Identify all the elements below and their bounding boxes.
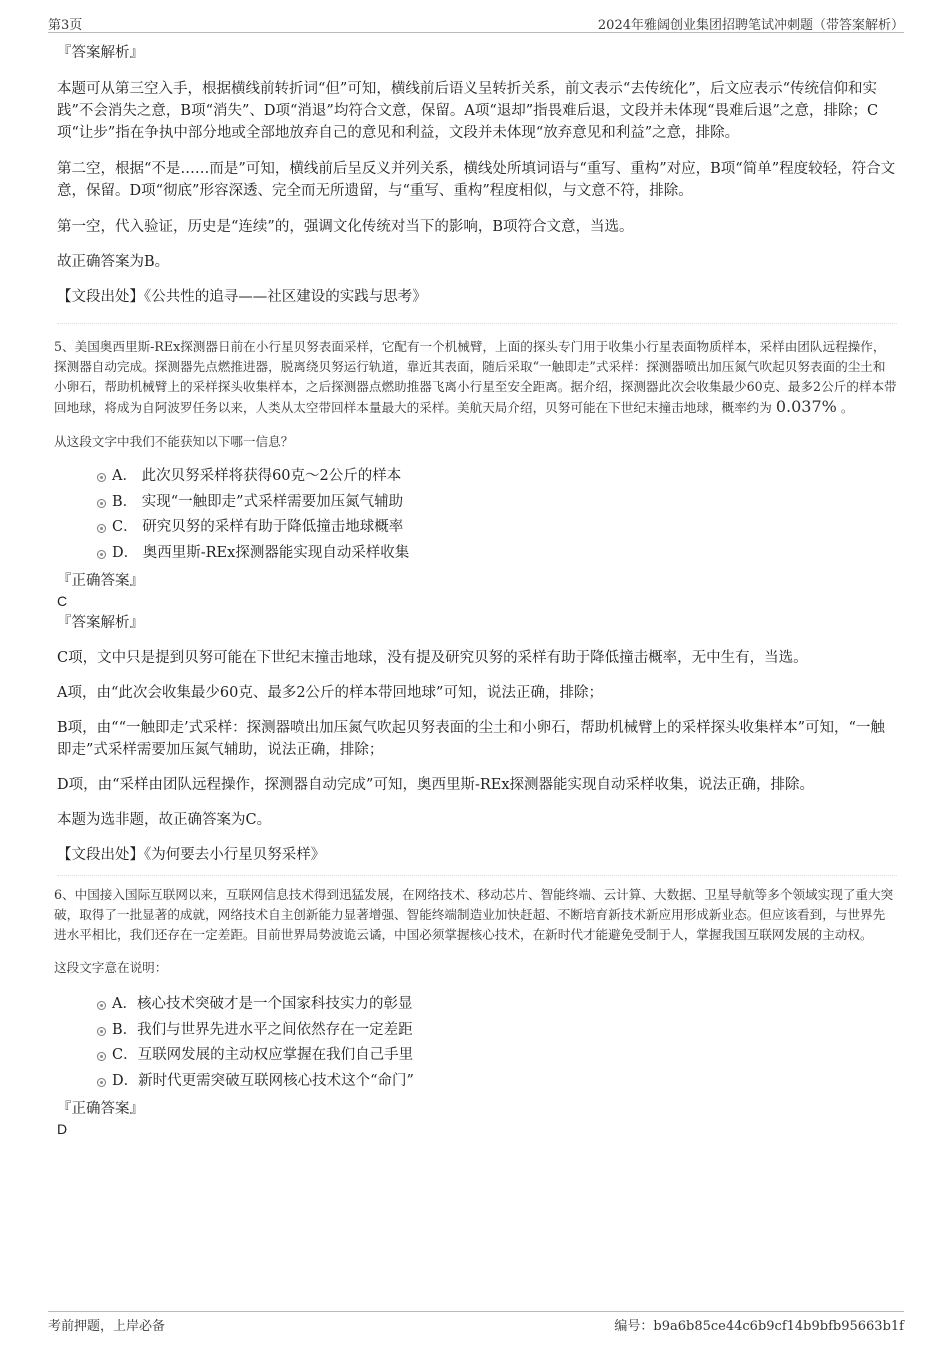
q6-answer: D xyxy=(57,1121,68,1137)
q4-analysis-para: 第二空，根据“不是……而是”可知，横线前后呈反义并列关系，横线处所填词语与“重写、重构”对应，B项“简单”程度较轻，符合文意，保留。D项“彻底”形容深透、完全而无所遗留，与“重写、重构”程度相似，与文意不符，排除。 xyxy=(57,161,896,199)
q5-option-b[interactable] xyxy=(57,490,897,516)
q5-option-d[interactable] xyxy=(57,541,897,567)
page-header xyxy=(48,12,904,33)
q5-option-c[interactable] xyxy=(57,515,897,541)
option-label: B．我们与世界先进水平之间依然存在一定差距 xyxy=(112,1021,413,1038)
q4-answer-statement: 故正确答案为B。 xyxy=(57,254,170,270)
option-label: C．互联网发展的主动权应掌握在我们自己手里 xyxy=(112,1047,414,1063)
q5-analysis-para: D项，由“采样由团队远程操作，探测器自动完成”可知，奥西里斯-REx探测器能实现自动采样收集，说法正确，排除。 xyxy=(57,777,815,793)
option-label: A． 此次贝努采样将获得60克～2公斤的样本 xyxy=(112,468,402,484)
radio-icon[interactable] xyxy=(97,550,106,559)
q5-options xyxy=(57,464,897,566)
radio-icon[interactable] xyxy=(97,1052,106,1061)
radio-icon[interactable] xyxy=(97,1027,106,1036)
q5-source: 【文段出处】《为何要去小行星贝努采样》 xyxy=(57,847,326,863)
q5-stem xyxy=(54,337,897,418)
q5-option-a[interactable] xyxy=(57,464,897,490)
page-footer xyxy=(48,1311,904,1332)
radio-icon[interactable] xyxy=(97,1001,106,1010)
q4-analysis-label: 『答案解析』 xyxy=(57,45,144,61)
radio-icon[interactable] xyxy=(97,473,106,482)
radio-icon[interactable] xyxy=(97,499,106,508)
document-id: 编号：b9a6b85ce44c6b9cf14b9bfb95663b1f xyxy=(614,1319,904,1334)
page-number: 第3页 xyxy=(48,18,83,33)
option-label: D． 奥西里斯-REx探测器能实现自动采样收集 xyxy=(112,544,410,561)
q6-options xyxy=(57,992,897,1094)
q5-analysis-para: C项，文中只是提到贝努可能在下世纪末撞击地球，没有提及研究贝努的采样有助于降低撞击概率，无中生有，当选。 xyxy=(57,650,808,666)
option-label: D．新时代更需突破互联网核心技术这个“命门” xyxy=(112,1072,414,1089)
q6-option-c[interactable] xyxy=(57,1043,897,1069)
q5-analysis-para: B项，由““一触即走’式采样：探测器喷出加压氮气吹起贝努表面的尘土和小卵石，帮助机械臂上的采样探头收集样本”可知，“一触即走”式采样需要加压氮气辅助，说法正确，排除； xyxy=(57,720,885,758)
option-label: B． 实现“一触即走”式采样需要加压氮气辅助 xyxy=(112,493,404,510)
q5-probability: 0.037% xyxy=(775,397,837,416)
option-label: C． 研究贝努的采样有助于降低撞击地球概率 xyxy=(112,519,404,535)
q4-source: 【文段出处】《公共性的追寻——社区建设的实践与思考》 xyxy=(57,289,427,305)
q6-stem: 6、中国接入国际互联网以来，互联网信息技术得到迅猛发展，在网络技术、移动芯片、智能终端、云计算、大数据、卫星导航等多个领域实现了重大突破，取得了一批显著的成就，网络技术自主创新能力显著增强、智能终端制造业加快赶超、不断培育新技术新应用形成新业态。但应该看到，与世界先进水平相比，我们还存在一定差距。目前世界局势波诡云谲，中国必须掌握核心技术，在新时代才能避免受制于人，掌握我国互联网发展的主动权。 xyxy=(54,887,894,942)
radio-icon[interactable] xyxy=(97,1078,106,1087)
option-label: A．核心技术突破才是一个国家科技实力的彰显 xyxy=(112,996,413,1012)
q5-answer-label: 『正确答案』 xyxy=(57,573,144,589)
q5-answer: C xyxy=(57,593,68,609)
q5-stem-text: 5、美国奥西里斯-REx探测器日前在小行星贝努表面采样，它配有一个机械臂，上面的探头专门用于收集小行星表面物质样本，采样由团队远程操作，探测器自动完成。探测器先点燃推进器，脱离绕贝努运行轨道，靠近其表面，随后采取“一触即走”式采样：探测器喷出加压氮气吹起贝努表面的尘土和小卵石，帮助机械臂上的采样探头收集样本，之后探测器点燃助推器飞离小行星至安全距离。据介绍，探测器此次会收集最少60克、最多2公斤的样本带回地球，将成为自阿波罗任务以来，人类从太空带回样本量最大的采样。美航天局介绍，贝努可能在下世纪末撞击地球，概率约为 xyxy=(54,339,897,415)
q4-analysis-para: 本题可从第三空入手，根据横线前转折词“但”可知，横线前后语义呈转折关系，前文表示“去传统化”，后文应表示“传统信仰和实践”不会消失之意，B项“消失”、D项“消退”均符合文意，保留。A项“退却”指畏难后退，文段并未体现“畏难后退”之意，排除；C项“让步”指在争执中部分地或全部地放弃自己的意见和利益，文段并未体现“放弃意见和利益”之意，排除。 xyxy=(57,81,879,141)
q6-question: 这段文字意在说明： xyxy=(54,960,168,975)
q6-option-d[interactable] xyxy=(57,1069,897,1095)
q5-stem-end: 。 xyxy=(840,400,854,415)
q5-analysis-label: 『答案解析』 xyxy=(57,615,144,631)
q6-option-a[interactable] xyxy=(57,992,897,1018)
divider xyxy=(57,875,897,876)
q6-answer-label: 『正确答案』 xyxy=(57,1101,144,1117)
q5-answer-statement: 本题为选非题，故正确答案为C。 xyxy=(57,812,272,828)
divider xyxy=(57,323,897,324)
footer-slogan: 考前押题，上岸必备 xyxy=(48,1319,166,1334)
page-content xyxy=(54,42,897,1138)
q5-analysis-para: A项，由“此次会收集最少60克、最多2公斤的样本带回地球”可知，说法正确，排除； xyxy=(57,685,603,701)
radio-icon[interactable] xyxy=(97,524,106,533)
q4-analysis-para: 第一空，代入验证，历史是“连续”的，强调文化传统对当下的影响，B项符合文意，当选。 xyxy=(57,219,634,235)
q6-option-b[interactable] xyxy=(57,1018,897,1044)
document-title: 2024年雅阔创业集团招聘笔试冲刺题（带答案解析） xyxy=(597,18,904,33)
q5-question: 从这段文字中我们不能获知以下哪一信息？ xyxy=(54,434,294,449)
